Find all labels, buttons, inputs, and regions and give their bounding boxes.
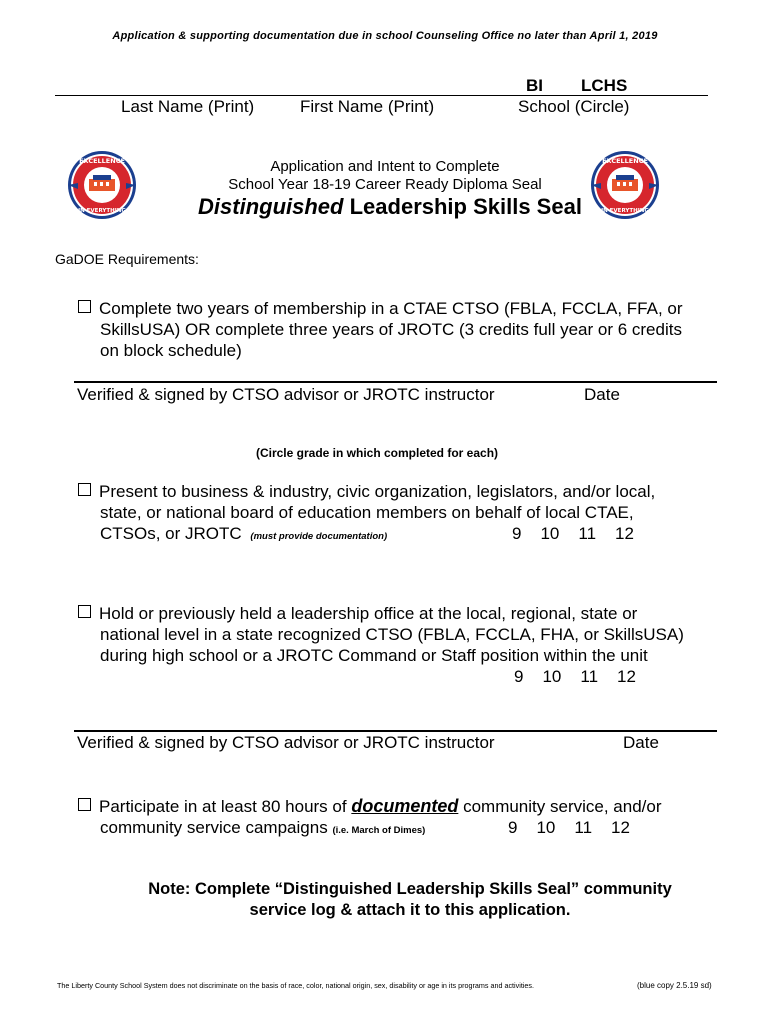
req1-line2: SkillsUSA) OR complete three years of JROTC (3 credits full year or 6 credits xyxy=(100,320,682,339)
grade-11[interactable]: 11 xyxy=(574,818,593,837)
grade-12[interactable]: 12 xyxy=(611,818,630,837)
note-line-1: Note: Complete “Distinguished Leadership Skills Seal” community xyxy=(148,880,672,898)
signature-line-2 xyxy=(74,730,717,732)
seal-bottom-text: IN EVERYTHING xyxy=(78,208,126,214)
req1-line3: on block schedule) xyxy=(100,341,242,360)
title-line-2: School Year 18-19 Career Ready Diploma Seal xyxy=(228,176,542,193)
grade-10[interactable]: 10 xyxy=(540,524,560,543)
title-italic: Distinguished xyxy=(198,194,344,219)
seal-top-text: EXCELLENCE xyxy=(79,157,125,165)
signature-line-1 xyxy=(74,381,717,383)
req2-grades xyxy=(512,523,653,544)
req2-line3: CTSOs, or JROTC xyxy=(100,524,242,543)
requirement-2 xyxy=(78,481,738,547)
req2-line1: Present to business & industry, civic organization, legislators, and/or local, xyxy=(99,482,656,501)
school-label: School (Circle) xyxy=(518,97,630,116)
first-name-label: First Name (Print) xyxy=(300,97,435,116)
requirements-heading: GaDOE Requirements: xyxy=(55,251,199,267)
grade-12[interactable]: 12 xyxy=(617,667,636,686)
due-date-notice: Application & supporting documentation due in school Counseling Office no later than April 1, 2019 xyxy=(112,30,658,42)
req3-line2: national level in a state recognized CTSO (FBLA, FCCLA, FHA, or SkillsUSA) xyxy=(100,625,684,644)
req1-line1: Complete two years of membership in a CTAE CTSO (FBLA, FCCLA, FFA, or xyxy=(99,299,683,318)
req4-line1-pre: Participate in at least 80 hours of xyxy=(99,797,347,816)
school-option-bi[interactable]: BI xyxy=(526,76,543,95)
req2-doc-note: (must provide documentation) xyxy=(250,531,388,542)
requirement-4-checkbox[interactable] xyxy=(78,798,91,811)
requirement-3-checkbox[interactable] xyxy=(78,605,91,618)
title-line-1: Application and Intent to Complete xyxy=(270,158,500,175)
page-title xyxy=(160,194,620,220)
grade-11[interactable]: 11 xyxy=(580,667,599,686)
note-block xyxy=(80,879,740,921)
note-line-2: service log & attach it to this application. xyxy=(249,901,571,919)
requirement-4 xyxy=(78,796,738,841)
grade-9[interactable]: 9 xyxy=(508,818,518,837)
circle-grade-note: (Circle grade in which completed for each) xyxy=(255,446,499,460)
req4-documented: documented xyxy=(351,796,459,816)
signature-2-label: Verified & signed by CTSO advisor or JROTC instructor xyxy=(77,733,495,752)
signature-2-date: Date xyxy=(623,733,659,752)
title-rest: Leadership Skills Seal xyxy=(349,194,582,219)
grade-10[interactable]: 10 xyxy=(542,667,562,686)
last-name-label: Last Name (Print) xyxy=(121,97,255,116)
grade-12[interactable]: 12 xyxy=(615,524,634,543)
grade-11[interactable]: 11 xyxy=(578,524,597,543)
copy-code-footer: (blue copy 2.5.19 sd) xyxy=(637,981,712,990)
grade-10[interactable]: 10 xyxy=(536,818,556,837)
grade-9[interactable]: 9 xyxy=(512,524,522,543)
req4-example-note: (i.e. March of Dimes) xyxy=(332,825,426,836)
grade-9[interactable]: 9 xyxy=(514,667,524,686)
seal-bottom-text: IN EVERYTHING xyxy=(601,208,649,214)
req4-line1-post: community service, and/or xyxy=(463,797,662,816)
school-option-lchs[interactable]: LCHS xyxy=(581,76,628,95)
req3-line1: Hold or previously held a leadership office at the local, regional, state or xyxy=(99,604,638,623)
seal-top-text: EXCELLENCE xyxy=(602,157,648,165)
signature-1-label: Verified & signed by CTSO advisor or JROTC instructor xyxy=(77,385,495,404)
req4-line2: community service campaigns xyxy=(100,818,328,837)
requirement-3 xyxy=(78,603,748,687)
nondiscrimination-footer: The Liberty County School System does not discriminate on the basis of race, color, national origin, sex, disability or age in its programs and activities. xyxy=(57,981,535,990)
requirement-1 xyxy=(78,298,738,361)
requirement-1-checkbox[interactable] xyxy=(78,300,91,313)
req3-line3: during high school or a JROTC Command or Staff position within the unit xyxy=(100,646,648,665)
req3-grades xyxy=(514,666,655,687)
excellence-seal-left-icon xyxy=(66,149,138,221)
signature-1-date: Date xyxy=(584,385,620,404)
requirement-2-checkbox[interactable] xyxy=(78,483,91,496)
req4-grades xyxy=(508,817,649,838)
req2-line2: state, or national board of education members on behalf of local CTAE, xyxy=(100,503,634,522)
